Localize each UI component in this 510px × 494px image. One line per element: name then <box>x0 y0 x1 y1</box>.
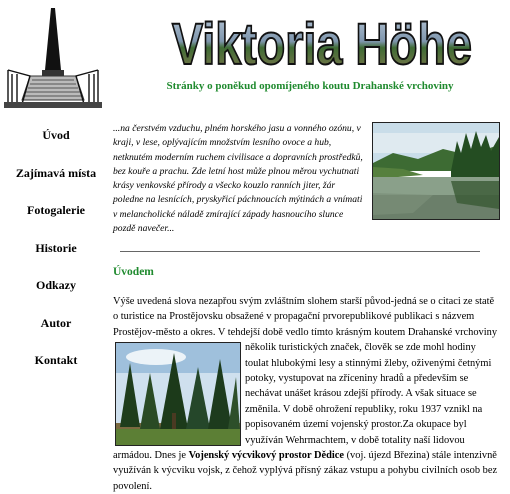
section-divider <box>120 251 480 252</box>
monument-logo <box>4 4 102 108</box>
nav-item-uvod[interactable]: Úvod <box>42 128 70 142</box>
body-text-end: (voj. újezd Březina) stále intenzivně využíván k výcviku vojsk, z čehož vyplývá přísný zákaz vstupu a pohybu civilních osob bez povolení. <box>113 450 498 492</box>
nav-item-odkazy[interactable]: Odkazy <box>35 278 76 292</box>
nav-item-fotogalerie[interactable]: Fotogalerie <box>27 203 85 217</box>
nav-item-autor[interactable]: Autor <box>40 315 72 330</box>
site-title-text: Viktoria Höhe <box>172 12 472 77</box>
nav-item-kontakt[interactable]: Kontakt <box>34 353 78 367</box>
section-heading: Úvodem <box>113 266 154 278</box>
bold-term: Vojenský výcvikový prostor Dědice <box>188 450 344 462</box>
spruce-forest-photo <box>115 342 241 446</box>
site-subtitle: Stránky o poněkud opomíjeného koutu Drahanské vrchoviny <box>166 80 454 92</box>
body-paragraph <box>113 294 498 494</box>
site-title <box>170 10 474 76</box>
nav-item-zajimava-mista[interactable]: Zajímavá místa <box>15 165 97 180</box>
nav-item-historie[interactable]: Historie <box>35 240 77 255</box>
forest-lake-photo <box>372 122 500 220</box>
intro-quote: ...na čerstvém vzduchu, plném horského jasu a vonného ozónu, v kraji, v lese, oplývajícím množstvím lesního ovoce a hub, netknutém moderním ruchem civilisace a dopravních prostředků, bez kouře a prachu. Zde letní host může plnou měrou vychutnati krásy venkovské přírody a všecko kouzlo ranních jiter, žár poledne na lesnících, pryskyřicí páchnoucích mýtinách a vnímati v melancholické náladě zmírající západy hasnoucího slunce pozdě navečer... <box>113 123 363 235</box>
body-text-continued: vrchoviny několik turistických značek, člověk se zde mohl hodiny toulat hlubokými lesy a stinnými žleby, oživenými četnými potoky, vystupovat na zříceniny hradů a především se nechávat unášet krásou zdejší přírody. A však situace se změnila. V době ohrožení republiky, roku 1937 vznikl na popisovaném území vojenský prostor.Za okupace byl využíván Wehrmachtem, v době totality naší lidovou armádou. Dnes je <box>113 326 498 462</box>
body-text-start: Výše uvedená slova nezapřou svým zvláštním slohem starší původ-jedná se o citaci ze statě o turistice na Prostějovsku obsažené v propagační prvorepublikové publikaci s názvem Prostějov-město a okres. V tehdejší době vedlo tímto krásným koutem Drahanské <box>113 296 495 338</box>
main-navigation <box>0 124 112 387</box>
